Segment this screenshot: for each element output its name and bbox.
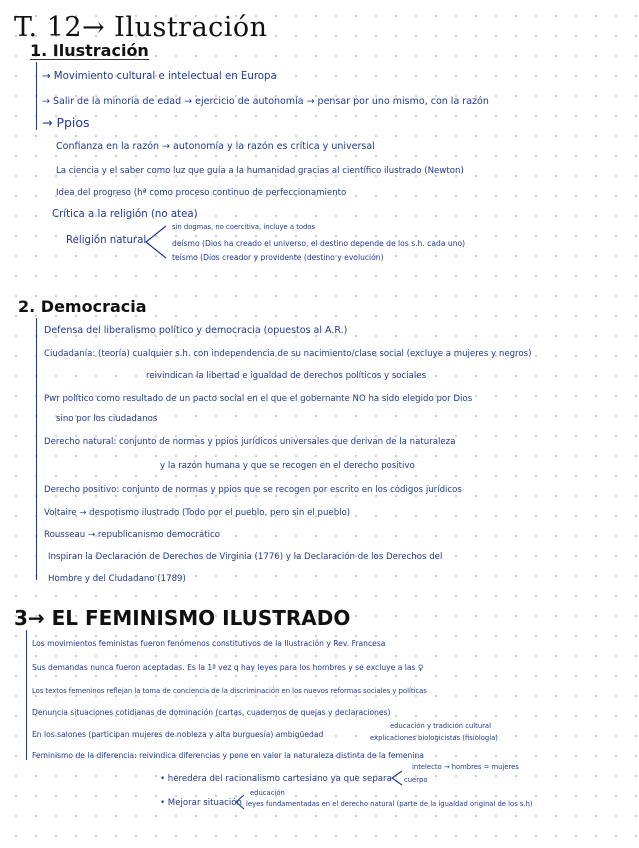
s1-ppio-3: Idea del progreso (hª como proceso continuo de perfeccionamiento: [56, 188, 347, 198]
s2-item-10: Rousseau → republicanismo democrático: [44, 530, 220, 540]
s3-item-4: Denuncia situaciones cotidianas de dominación (cartas, cuadernos de quejas y declaraciones): [32, 708, 391, 717]
s1-ppio-1: Confianza en la razón → autonomía y la razón es crítica y universal: [56, 141, 375, 152]
s2-item-3: reivindican la libertad e igualdad de derechos políticos y sociales: [146, 371, 427, 381]
mejorar-top: educación: [250, 789, 285, 797]
salones-top: educación y tradición cultural: [390, 722, 491, 730]
s2-item-1: Defensa del liberalismo político y democracia (opuestos al A.R.): [44, 325, 348, 336]
section-3-heading: 3→ EL FEMINISMO ILUSTRADO: [14, 606, 351, 630]
page-title: T. 12→ Ilustración: [14, 12, 268, 43]
s2-item-8: Derecho positivo: conjunto de normas y ppios que se recogen por escrito en los códigos jurídicos: [44, 485, 462, 495]
s2-item-7: y la razón humana y que se recogen en el derecho positivo: [160, 461, 415, 471]
religion-natural-label: Religión natural: [66, 235, 147, 246]
s1-ppio-4: Crítica a la religión (no atea): [52, 209, 198, 220]
s2-item-9: Voltaire → despotismo ilustrado (Todo por el pueblo, pero sin el pueblo): [44, 508, 351, 518]
s3-item-3: Los textos femeninos reflejan la toma de conciencia de la discriminación en los nuevos reformas sociales y políticas: [32, 687, 427, 695]
s1-line-1: → Movimiento cultural e intelectual en Europa: [42, 71, 277, 82]
mejorar-brace-icon: [234, 794, 246, 810]
s3-item-8: • Mejorar situación: [160, 798, 242, 808]
section-2-heading: 2. Democracia: [18, 297, 147, 316]
mejorar-bottom: leyes fundamentadas en el derecho natural (parte de la igualdad original de los s.h): [246, 800, 533, 808]
religion-brace-icon: [140, 222, 170, 262]
section-2-bracket: [36, 318, 37, 580]
religion-item-2: deísmo (Dios ha creado el universo, el destino depende de los s.h. cada uno): [172, 239, 466, 248]
s2-item-6: Derecho natural: conjunto de normas y ppios jurídicos universales que derivan de la naturaleza: [44, 437, 456, 447]
s1-line-3: → Ppios: [42, 115, 90, 130]
s3-item-2: Sus demandas nunca fueron aceptadas. Es la 1ª vez q hay leyes para los hombres y se excluye a las ♀: [32, 663, 424, 672]
cartesiano-bottom: cuerpo: [404, 776, 428, 784]
s3-item-5: En los salones (participan mujeres de nobleza y alta burguesía) ambigüedad: [32, 730, 324, 739]
s2-item-2: Ciudadanía: (teoría) cualquier s.h. con independencia de su nacimiento/clase social (excluye a mujeres y negros): [44, 349, 532, 359]
s3-item-7: • heredera del racionalismo cartesiano ya que separa: [160, 774, 392, 784]
section-1-heading: 1. Ilustración: [30, 41, 149, 60]
s3-item-6: Feminismo de la diferencia: reivindica diferencias y pone en valor la naturaleza distinta de la femenina: [32, 751, 424, 760]
s2-item-12: Hombre y del Ciudadano (1789): [48, 574, 186, 584]
s2-item-4: Pwr político como resultado de un pacto social en el que el gobernante NO ha sido elegido por Dios: [44, 394, 473, 404]
religion-item-3: teísmo (Dios creador y providente (destino y evolución): [172, 253, 384, 262]
section-1-bracket: [36, 62, 37, 130]
cartesiano-brace-icon: [390, 770, 404, 786]
section-3-bracket: [26, 630, 27, 760]
cartesiano-top: intelecto → hombres = mujeres: [412, 763, 519, 771]
s2-item-5: sino por los ciudadanos: [56, 414, 158, 424]
s1-line-2: → Salir de la minoría de edad → ejercicio de autonomía → pensar por uno mismo, con la razón: [42, 96, 489, 107]
s2-item-11: Inspiran la Declaración de Derechos de Virginia (1776) y la Declaración de los Derechos del: [48, 552, 443, 562]
s3-item-1: Los movimientos feministas fueron fenómenos constitutivos de la Ilustración y Rev. Francesa: [32, 639, 386, 648]
salones-bottom: explicaciones biologicistas (fisiología): [370, 734, 498, 742]
religion-item-1: sin dogmas, no coercitiva, incluye a todos: [172, 223, 316, 231]
s1-ppio-2: La ciencia y el saber como luz que guía a la humanidad gracias al científico ilustrado (Newton): [56, 166, 464, 176]
